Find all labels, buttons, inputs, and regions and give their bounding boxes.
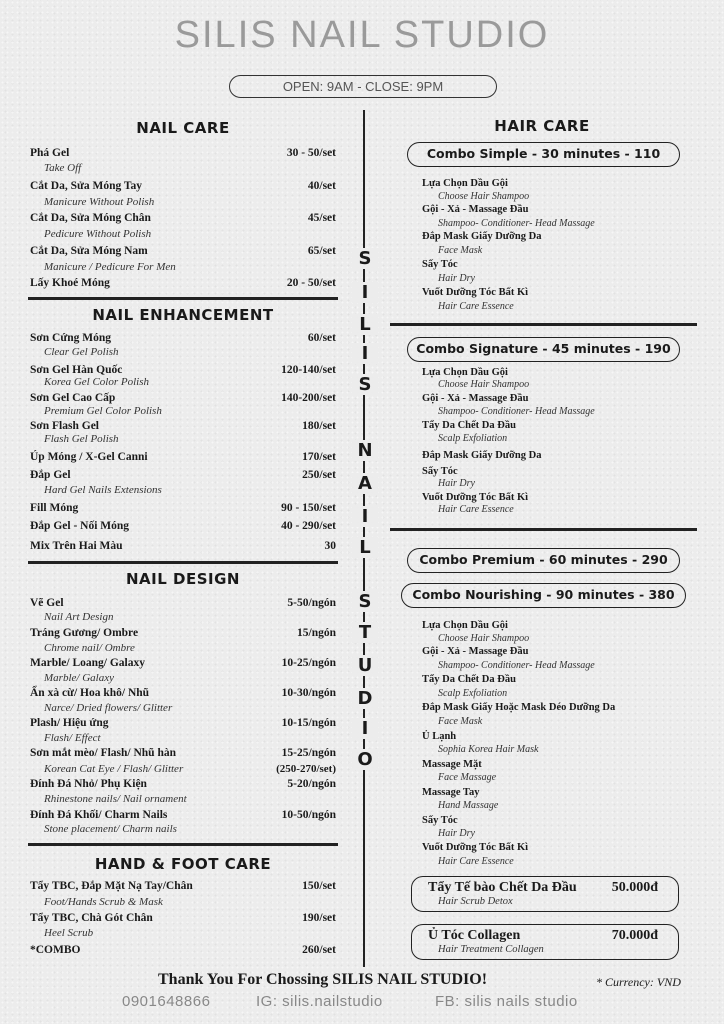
item-price: 30 - 50/set xyxy=(286,147,336,159)
item-price: 10-50/ngón xyxy=(281,809,336,821)
vertical-letter: L xyxy=(352,314,378,335)
item-subtitle: Foot/Hands Scrub & Mask xyxy=(44,896,163,908)
combo-item-subtitle: Face Mask xyxy=(438,245,483,256)
item-name: Fill Móng xyxy=(30,502,79,514)
combo-item-subtitle: Hand Massage xyxy=(438,800,499,811)
vertical-letter: N xyxy=(352,440,378,461)
section-divider xyxy=(390,323,697,326)
list-item xyxy=(30,520,336,536)
vertical-letter: D xyxy=(352,688,378,709)
item-name: Đắp Gel xyxy=(30,469,71,481)
service-price: 50.000đ xyxy=(611,880,658,895)
combo-item-subtitle: Hair Dry xyxy=(438,828,475,839)
combo-item-subtitle: Face Massage xyxy=(438,772,497,783)
item-price: 10-15/ngón xyxy=(281,717,336,729)
item-price: 260/set xyxy=(302,944,336,956)
combo-item-subtitle: Hair Care Essence xyxy=(438,301,514,312)
item-subtitle: Marble/ Galaxy xyxy=(44,672,114,684)
combo-item: Sấy Tóc xyxy=(422,466,458,477)
combo-item: Gội - Xả - Massage Đầu xyxy=(422,393,529,404)
combo-item: Vuốt Dưỡng Tóc Bất Kì xyxy=(422,842,529,853)
item-name: Lấy Khoé Móng xyxy=(30,277,110,289)
item-price: 20 - 50/set xyxy=(286,277,336,289)
combo-item-subtitle: Choose Hair Shampoo xyxy=(438,633,530,644)
item-price: 120-140/set xyxy=(281,364,336,376)
combo-item: Lựa Chọn Dầu Gội xyxy=(422,367,508,378)
combo-signature-badge: Combo Signature - 45 minutes - 190 xyxy=(407,337,680,362)
combo-item: Vuốt Dưỡng Tóc Bất Kì xyxy=(422,492,529,503)
item-price: 30 xyxy=(324,540,336,552)
list-item xyxy=(30,277,336,293)
vertical-letter: S xyxy=(352,248,378,269)
combo-nourishing-badge: Combo Nourishing - 90 minutes - 380 xyxy=(401,583,686,608)
item-name: Vẽ Gel xyxy=(30,597,64,609)
vertical-letter: I xyxy=(352,343,378,364)
item-name: Phá Gel xyxy=(30,147,70,159)
list-item xyxy=(30,180,336,196)
item-name: Tẩy TBC, Đắp Mặt Nạ Tay/Chân xyxy=(30,880,193,892)
item-subtitle: Flash/ Effect xyxy=(44,732,101,744)
item-name: Úp Móng / X-Gel Canni xyxy=(30,451,148,463)
scalp-scrub-box xyxy=(411,876,679,912)
nail-design-title: NAIL DESIGN xyxy=(126,570,240,588)
list-item xyxy=(30,212,336,228)
vertical-letter: O xyxy=(352,749,378,770)
item-price: 40/set xyxy=(307,180,336,192)
item-price: 65/set xyxy=(307,245,336,257)
item-price: 90 - 150/set xyxy=(281,502,336,514)
currency-note: * Currency: VND xyxy=(596,975,681,989)
item-price: 15-25/ngón xyxy=(281,747,336,759)
combo-item: Massage Mặt xyxy=(422,759,482,770)
section-divider xyxy=(28,297,338,300)
item-subtitle: Take Off xyxy=(44,162,82,174)
item-name: Mix Trên Hai Màu xyxy=(30,540,123,552)
combo-item-subtitle: Choose Hair Shampoo xyxy=(438,379,530,390)
combo-item: Sấy Tóc xyxy=(422,259,458,270)
item-subtitle: Stone placement/ Charm nails xyxy=(44,823,177,835)
combo-item-subtitle: Face Mask xyxy=(438,716,483,727)
combo-item: Đắp Mask Giấy Dưỡng Da xyxy=(422,450,542,461)
item-name: Cắt Da, Sửa Móng Tay xyxy=(30,180,143,192)
item-price: 150/set xyxy=(302,880,336,892)
item-name: Tẩy TBC, Chà Gót Chân xyxy=(30,912,153,924)
item-subtitle: Rhinestone nails/ Nail ornament xyxy=(44,793,187,805)
combo-item: Vuốt Dưỡng Tóc Bất Kì xyxy=(422,287,529,298)
combo-item: Lựa Chọn Dầu Gội xyxy=(422,178,508,189)
collagen-treatment-box xyxy=(411,924,679,960)
vertical-letter: S xyxy=(352,374,378,395)
item-price: 180/set xyxy=(302,420,336,432)
item-name: Cắt Da, Sửa Móng Chân xyxy=(30,212,151,224)
combo-item-subtitle: Scalp Exfoliation xyxy=(438,688,508,699)
service-subtitle: Hair Treatment Collagen xyxy=(438,944,544,955)
facebook-handle: FB: silis nails studio xyxy=(435,993,578,1010)
item-name: Cắt Da, Sửa Móng Nam xyxy=(30,245,148,257)
list-item xyxy=(30,880,336,896)
item-name: Sơn Gel Cao Cấp xyxy=(30,392,116,404)
combo-item-subtitle: Scalp Exfoliation xyxy=(438,433,508,444)
item-set-price: (250-270/set) xyxy=(276,763,336,775)
phone-number: 0901648866 xyxy=(122,993,211,1010)
vertical-letter: L xyxy=(352,537,378,558)
item-price: 5-20/ngón xyxy=(287,778,336,790)
service-subtitle: Hair Scrub Detox xyxy=(438,896,513,907)
service-name: Ủ Tóc Collagen xyxy=(428,928,521,943)
item-name: Đính Đá Nhỏ/ Phụ Kiện xyxy=(30,778,147,790)
combo-item-subtitle: Hair Dry xyxy=(438,273,475,284)
item-price: 60/set xyxy=(307,332,336,344)
combo-item: Tẩy Da Chết Da Đầu xyxy=(422,420,516,431)
item-subtitle: Flash Gel Polish xyxy=(44,433,119,445)
combo-simple-badge: Combo Simple - 30 minutes - 110 xyxy=(407,142,680,167)
item-subtitle: Manicure / Pedicure For Men xyxy=(44,261,176,273)
item-price: 15/ngón xyxy=(297,627,336,639)
item-price: 10-25/ngón xyxy=(281,657,336,669)
nail-care-title: NAIL CARE xyxy=(136,119,230,137)
vertical-letter: A xyxy=(352,473,378,494)
item-name: Đắp Gel - Nối Móng xyxy=(30,520,130,532)
item-price: 190/set xyxy=(302,912,336,924)
item-subtitle: Hard Gel Nails Extensions xyxy=(44,484,162,496)
item-name: Marble/ Loang/ Galaxy xyxy=(30,657,145,669)
combo-item: Sấy Tóc xyxy=(422,815,458,826)
combo-item: Tẩy Da Chết Da Đầu xyxy=(422,674,516,685)
item-price: 10-30/ngón xyxy=(281,687,336,699)
nail-enhancement-title: NAIL ENHANCEMENT xyxy=(92,306,274,324)
list-item xyxy=(30,502,336,518)
opening-hours-badge: OPEN: 9AM - CLOSE: 9PM xyxy=(229,75,497,98)
item-name: Ẩn xà cừ/ Hoa khô/ Nhũ xyxy=(30,687,150,699)
list-item xyxy=(30,627,336,643)
item-subtitle: Pedicure Without Polish xyxy=(44,228,152,240)
item-subtitle: Premium Gel Color Polish xyxy=(44,405,162,417)
vertical-letter: I xyxy=(352,718,378,739)
vertical-letter: I xyxy=(352,282,378,303)
item-name: Sơn Gel Hàn Quốc xyxy=(30,364,123,376)
service-price: 70.000đ xyxy=(611,928,658,943)
item-name: Plash/ Hiệu ứng xyxy=(30,717,109,729)
page-title: SILIS NAIL STUDIO xyxy=(174,14,550,56)
vertical-letter: U xyxy=(352,655,378,676)
section-divider xyxy=(28,561,338,564)
section-divider xyxy=(390,528,697,531)
list-item xyxy=(30,778,336,794)
item-subtitle: Korea Gel Color Polish xyxy=(44,376,150,388)
combo-item: Đắp Mask Giấy Dưỡng Da xyxy=(422,231,542,242)
item-subtitle: Nail Art Design xyxy=(44,611,114,623)
item-subtitle: Korean Cat Eye / Flash/ Glitter xyxy=(44,763,184,775)
item-name: Đính Đá Khối/ Charm Nails xyxy=(30,809,168,821)
list-item xyxy=(30,245,336,261)
combo-item: Đắp Mask Giấy Hoặc Mask Déo Dưỡng Da xyxy=(422,702,616,713)
combo-item-subtitle: Hair Care Essence xyxy=(438,504,514,515)
item-price: 40 - 290/set xyxy=(281,520,336,532)
thank-you-note: Thank You For Chossing SILIS NAIL STUDIO! xyxy=(158,971,488,988)
list-item xyxy=(30,717,336,733)
list-item xyxy=(30,912,336,928)
service-name: Tẩy Tế bào Chết Da Đầu xyxy=(428,880,577,895)
hair-care-title: HAIR CARE xyxy=(494,117,590,135)
instagram-handle: IG: silis.nailstudio xyxy=(256,993,383,1010)
vertical-letter: S xyxy=(352,591,378,612)
list-item xyxy=(30,687,336,703)
item-subtitle: Chrome nail/ Ombre xyxy=(44,642,135,654)
list-item xyxy=(30,657,336,673)
item-subtitle: Clear Gel Polish xyxy=(44,346,119,358)
item-price: 250/set xyxy=(302,469,336,481)
vertical-letter: I xyxy=(352,506,378,527)
list-item xyxy=(30,540,336,556)
combo-item: Ủ Lạnh xyxy=(422,731,457,742)
list-item xyxy=(30,451,336,467)
item-price: 45/set xyxy=(307,212,336,224)
list-item xyxy=(30,469,336,485)
hand-foot-care-title: HAND & FOOT CARE xyxy=(94,855,272,873)
combo-item-subtitle: Shampoo- Conditioner- Head Massage xyxy=(438,660,595,671)
combo-item: Lựa Chọn Dầu Gội xyxy=(422,620,508,631)
list-item xyxy=(30,747,336,763)
combo-item-subtitle: Shampoo- Conditioner- Head Massage xyxy=(438,406,595,417)
item-name: *COMBO xyxy=(30,944,81,956)
combo-item-subtitle: Choose Hair Shampoo xyxy=(438,191,530,202)
item-name: Sơn Cứng Móng xyxy=(30,332,112,344)
item-subtitle: Manicure Without Polish xyxy=(44,196,155,208)
combo-item: Gội - Xả - Massage Đầu xyxy=(422,646,529,657)
item-name: Sơn mắt mèo/ Flash/ Nhũ hàn xyxy=(30,747,176,759)
section-divider xyxy=(28,843,338,846)
item-name: Sơn Flash Gel xyxy=(30,420,99,432)
list-item xyxy=(30,944,336,960)
item-subtitle: Narce/ Dried flowers/ Glitter xyxy=(44,702,173,714)
combo-item-subtitle: Sophia Korea Hair Mask xyxy=(438,744,539,755)
item-name: Tráng Gương/ Ombre xyxy=(30,627,139,639)
item-price: 170/set xyxy=(302,451,336,463)
vertical-letter: T xyxy=(352,622,378,643)
list-item xyxy=(30,147,336,163)
item-price: 5-50/ngón xyxy=(287,597,336,609)
combo-item: Gội - Xả - Massage Đầu xyxy=(422,204,529,215)
combo-item-subtitle: Hair Dry xyxy=(438,478,475,489)
combo-item-subtitle: Hair Care Essence xyxy=(438,856,514,867)
combo-item: Massage Tay xyxy=(422,787,480,798)
item-price: 140-200/set xyxy=(281,392,336,404)
combo-item-subtitle: Shampoo- Conditioner- Head Massage xyxy=(438,218,595,229)
item-subtitle: Heel Scrub xyxy=(44,927,94,939)
combo-premium-badge: Combo Premium - 60 minutes - 290 xyxy=(407,548,680,573)
